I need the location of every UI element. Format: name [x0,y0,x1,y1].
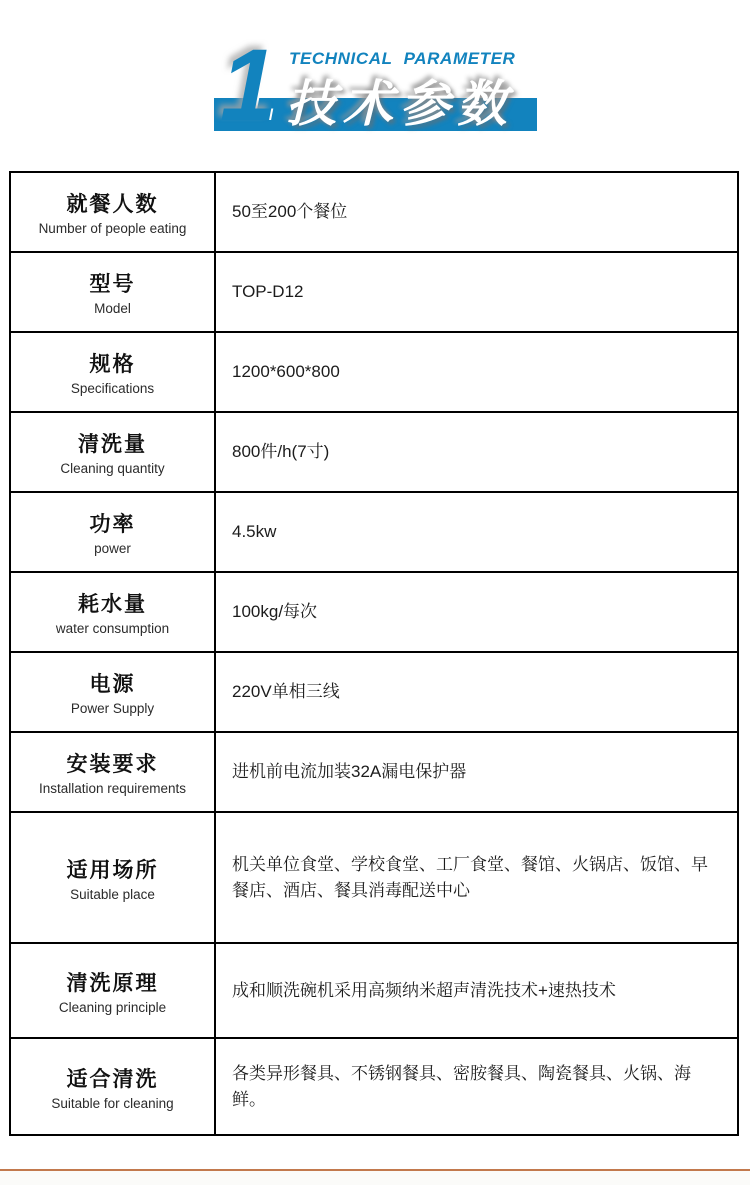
row-label-en: water consumption [55,621,170,636]
row-label-cell [11,493,216,571]
row-value-cell: 800件/h(7寸) [232,442,330,462]
row-label-en: Model [94,301,131,316]
header-title-en: TECHNICAL PARAMETER [289,49,516,68]
row-value-cell: 各类异形餐具、不锈钢餐具、密胺餐具、陶瓷餐具、火锅、海鲜。 [232,1064,691,1109]
spec-table [9,171,739,1136]
row-label-cell [11,173,216,251]
section-number: 1 [220,28,277,142]
row-value-cell: 50至200个餐位 [232,202,348,222]
row-label-cell [11,333,216,411]
row-value-cell: 100kg/每次 [232,602,318,622]
table-row [11,173,737,253]
row-value-cell: 成和顺洗碗机采用高频纳米超声清洗技术+速热技术 [232,980,616,1000]
row-label-en: Cleaning quantity [60,461,165,476]
table-row [11,253,737,333]
row-label-en: Suitable for cleaning [51,1095,174,1111]
header-title-cn: 技术参数 [286,76,514,132]
row-label-cn: 就餐人数 [66,193,159,216]
row-value-cell: 机关单位食堂、学校食堂、工厂食堂、餐馆、火锅店、饭馆、早餐店、酒店、餐具消毒配送中心 [232,855,708,900]
table-row [11,333,737,413]
row-label-cell [11,733,216,811]
row-label-cn: 耗水量 [78,593,147,616]
row-label-cell [11,573,216,651]
row-label-cell [11,413,216,491]
section-header [0,0,750,171]
table-row [11,733,737,813]
row-label-cell [11,813,216,942]
row-label-cell [11,1039,216,1134]
row-label-cn: 型号 [89,273,136,296]
row-value-cell: 1200*600*800 [232,362,340,382]
row-label-cn: 规格 [89,353,136,376]
row-label-cn: 安装要求 [66,753,159,776]
row-label-cell [11,944,216,1037]
row-label-cn: 适合清洗 [66,1067,159,1091]
row-label-cell [11,653,216,731]
row-label-en: Specifications [70,381,155,396]
row-label-en: Suitable place [70,886,155,902]
row-label-cn: 功率 [89,513,136,536]
row-value-cell: TOP-D12 [232,282,304,302]
table-row [11,813,737,944]
row-label-cn: 适用场所 [66,858,159,882]
row-label-en: Installation requirements [38,781,187,796]
table-row [11,413,737,493]
table-row [11,493,737,573]
bottom-background-strip [0,1171,750,1185]
table-row [11,944,737,1039]
table-row [11,653,737,733]
row-label-en: Power Supply [70,701,155,716]
row-value-cell: 220V单相三线 [232,682,340,702]
row-value-cell: 4.5kw [232,522,277,542]
row-label-en: power [94,541,131,556]
row-label-cell [11,253,216,331]
row-label-cn: 电源 [89,673,136,696]
row-label-cn: 清洗原理 [66,971,159,995]
row-label-cn: 清洗量 [78,433,147,456]
table-row [11,1039,737,1134]
row-label-en: Cleaning principle [58,999,167,1015]
table-row [11,573,737,653]
row-value-cell: 进机前电流加装32A漏电保护器 [232,762,467,782]
row-label-en: Number of people eating [38,221,187,236]
